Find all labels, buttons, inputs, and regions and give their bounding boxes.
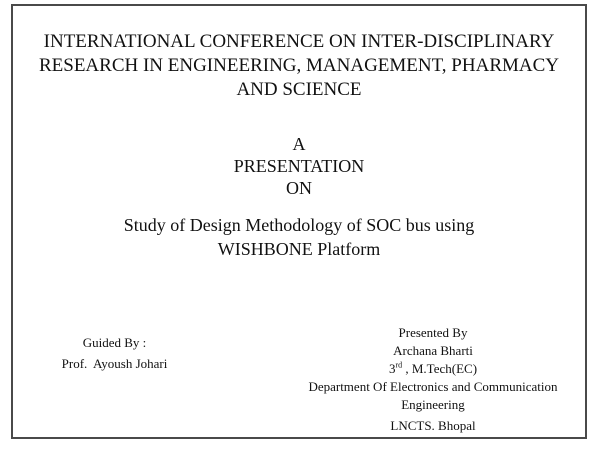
presenter-label: Presented By bbox=[398, 325, 468, 340]
guide-name: Prof. Ayoush Johari bbox=[61, 356, 168, 371]
presentation-heading bbox=[13, 133, 585, 199]
topic-line-2: WISHBONE Platform bbox=[217, 239, 381, 259]
semester-program: , M.Tech(EC) bbox=[402, 361, 478, 376]
topic-line-1: Study of Design Methodology of SOC bus using bbox=[123, 215, 475, 235]
conference-title-line-2: RESEARCH IN ENGINEERING, MANAGEMENT, PHARMACY bbox=[38, 55, 560, 76]
department-line-1: Department Of Electronics and Communication bbox=[308, 379, 558, 394]
presentation-word: PRESENTATION bbox=[233, 156, 365, 176]
presenter-name: Archana Bharti bbox=[393, 343, 473, 358]
institute: LNCTS. Bhopal bbox=[390, 418, 476, 433]
semester-suffix: rd bbox=[395, 360, 403, 370]
conference-title-line-1: INTERNATIONAL CONFERENCE ON INTER-DISCIPLINARY bbox=[43, 31, 555, 52]
semester-number: 3 bbox=[388, 361, 396, 376]
conference-title bbox=[13, 30, 585, 102]
guide-label: Guided By : bbox=[82, 335, 147, 350]
presenter-semester bbox=[283, 360, 583, 378]
slide bbox=[11, 4, 587, 439]
presentation-a: A bbox=[292, 134, 306, 154]
presentation-on: ON bbox=[286, 178, 312, 198]
presenter-block bbox=[283, 324, 583, 435]
conference-title-line-3: AND SCIENCE bbox=[236, 79, 362, 100]
guide-block bbox=[37, 332, 192, 374]
department-line-2: Engineering bbox=[401, 397, 465, 412]
presentation-topic bbox=[13, 213, 585, 261]
